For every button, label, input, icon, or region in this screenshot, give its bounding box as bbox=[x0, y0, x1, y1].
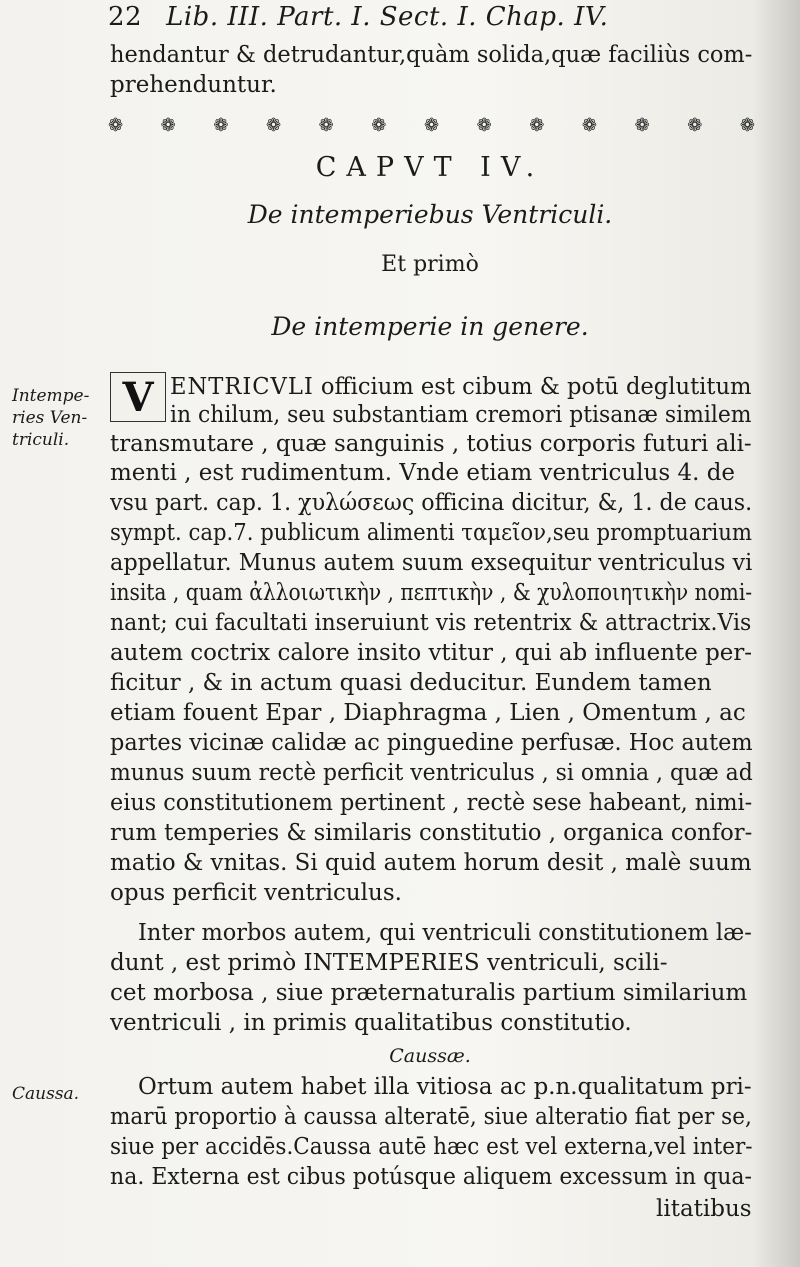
ornament-icon: ❁ bbox=[476, 114, 490, 136]
ornament-icon: ❁ bbox=[739, 114, 753, 136]
text-line: rum temperies & similaris constitutio , organica confor- bbox=[110, 820, 753, 846]
text-line: insita , quam ἀλλοιωτικὴν , πεπτικὴν , & χυλοποιητικὴν nomi- bbox=[110, 580, 753, 606]
ornamental-border bbox=[108, 114, 753, 136]
ornament-icon: ❁ bbox=[108, 114, 122, 136]
text-line: prehenduntur. bbox=[110, 72, 277, 98]
ornament-icon: ❁ bbox=[423, 114, 438, 136]
text-line: cet morbosa , siue præternaturalis partium similarium bbox=[110, 980, 748, 1006]
text-line: partes vicinæ calidæ ac pinguedine perfusæ. Hoc autem bbox=[110, 730, 753, 756]
text-line: ficitur , & in actum quasi deducitur. Eundem tamen bbox=[110, 670, 712, 696]
first-word: ENTRICVLI bbox=[170, 374, 314, 400]
ornament-icon: ❁ bbox=[265, 114, 280, 136]
ornament-icon: ❁ bbox=[687, 114, 701, 136]
section-title: De intemperie in genere. bbox=[271, 312, 589, 341]
margin-note-caussa: Caussa. bbox=[12, 1084, 80, 1104]
ornament-icon: ❁ bbox=[371, 114, 385, 136]
text-line: ventriculi , in primis qualitatibus constitutio. bbox=[110, 1010, 632, 1036]
text-line: marū proportio à caussa alteratē, siue alteratio fiat per se, bbox=[110, 1104, 752, 1130]
text-line: Ortum autem habet illa vitiosa ac p.n.qualitatum pri- bbox=[138, 1074, 752, 1100]
text-line: nant; cui facultati inseruiunt vis retentrix & attractrix.Vis bbox=[110, 610, 752, 636]
text-line-rest: officium est cibum & potū deglutitum bbox=[320, 374, 752, 400]
text-line: in chilum, seu substantiam cremori ptisanæ similem bbox=[170, 402, 752, 428]
chapter-title: De intemperiebus Ventriculi. bbox=[247, 200, 613, 229]
text-line: Inter morbos autem, qui ventriculi constitutionem læ- bbox=[138, 920, 752, 946]
running-head bbox=[108, 2, 758, 32]
text-line: etiam fouent Epar , Diaphragma , Lien , Omentum , ac bbox=[110, 700, 746, 726]
ornament-icon: ❁ bbox=[318, 114, 332, 136]
text-line: transmutare , quæ sanguinis , totius corporis futuri ali- bbox=[110, 431, 752, 457]
dropcap: V bbox=[110, 372, 166, 422]
margin-note-intemperies: Intempe-ries Ven-triculi. bbox=[12, 386, 90, 450]
text-line: matio & vnitas. Si quid autem horum desit , malè suum bbox=[110, 850, 752, 876]
text-line bbox=[170, 376, 751, 399]
text-line: dunt , est primò INTEMPERIES ventriculi, scili- bbox=[110, 950, 668, 976]
text-line: appellatur. Munus autem suum exsequitur ventriculus vi bbox=[110, 550, 753, 576]
catchword: litatibus bbox=[656, 1196, 752, 1222]
text-line: na. Externa est cibus potúsque aliquem excessum in qua- bbox=[110, 1164, 753, 1190]
text-line: eius constitutionem pertinent , rectè sese habeant, nimi- bbox=[110, 790, 753, 816]
text-line: opus perficit ventriculus. bbox=[110, 880, 402, 906]
text-line: autem coctrix calore insito vtitur , qui ab influente per- bbox=[110, 640, 753, 666]
ornament-icon: ❁ bbox=[529, 114, 543, 136]
text-line: munus suum rectè perficit ventriculus , si omnia , quæ ad bbox=[110, 760, 753, 786]
ornament-icon: ❁ bbox=[581, 114, 595, 136]
text-line: sympt. cap.7. publicum alimenti ταμεῖον,seu promptuarium bbox=[110, 520, 753, 546]
section-caussae: Caussæ. bbox=[389, 1045, 471, 1067]
text-line: siue per accidēs.Caussa autē hæc est vel externa,vel inter- bbox=[110, 1134, 753, 1160]
text-line: hendantur & detrudantur,quàm solida,quæ faciliùs com- bbox=[110, 42, 753, 68]
ornament-icon: ❁ bbox=[213, 114, 227, 136]
ornament-icon: ❁ bbox=[160, 114, 174, 136]
page-number: 22 bbox=[108, 2, 143, 32]
text-line: vsu part. cap. 1. χυλώσεως officina dicitur, &, 1. de caus. bbox=[110, 490, 753, 516]
ornament-icon: ❁ bbox=[634, 114, 648, 136]
running-title: Lib. III. Part. I. Sect. I. Chap. IV. bbox=[166, 2, 609, 32]
chapter-subtitle: Et primò bbox=[381, 252, 479, 277]
text-line: menti , est rudimentum. Vnde etiam ventriculus 4. de bbox=[110, 460, 736, 486]
chapter-heading: CAPVT IV. bbox=[315, 152, 545, 183]
